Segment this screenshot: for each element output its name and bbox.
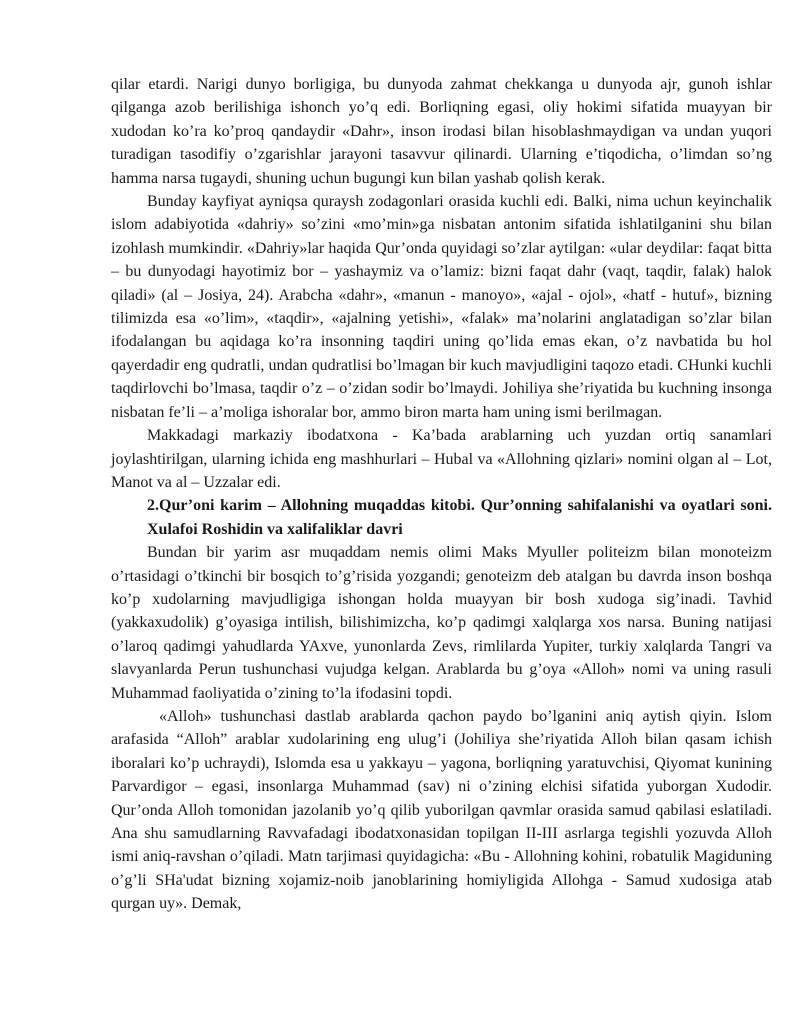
paragraph-dahriy: Bunday kayfiyat ayniqsa quraysh zodagonlari orasida kuchli edi. Balki, nima uchun keyinchalik islom adabiyotida «dahriy» so’zini «mo’min»ga nisbatan antonim sifatida ishlatilganini shu bilan izohlash mumkindir. «Dahriy»lar haqida Qur’onda quyidagi so’zlar aytilgan: «ular deydilar: faqat bitta – bu dunyodagi hayotimiz bor – yashaymiz va o’lamiz: bizni faqat dahr (vaqt, taqdir, falak) halok qiladi» (al – Josiya, 24). Arabcha «dahr», «manun - manoyo», «ajal - ojol», «hatf - hutuf», bizning tilimizda esa «o’lim», «taqdir», «ajalning yetishi», «falak» ma’nolarini anglatadigan so’zlar bilan ifodalangan bu aqidaga ko’ra insonning taqdiri uning qo’lida emas ekan, o’z navbatida bu hol qayerdadir eng qudratli, undan qudratlisi bo’lmagan bir kuch mavjudligini taqozo etadi. CHunki kuchli taqdirlovchi bo’lmasa, taqdir o’z – o’zidan sodir bo’lmaydi. Johiliya she’riyatida bu kuchning insonga nisbatan fe’li – a’moliga ishoralar bor, ammo biron marta ham uning ismi berilmagan. xyxy=(111,193,772,421)
paragraph-kaaba: Makkadagi markaziy ibodatxona - Ka’bada arablarning uch yuzdan ortiq sanamlari joylashtirilgan, ularning ichida eng mashhurlari – Hubal va «Allohning qizlari» nomini olgan al – Lot, Manot va al – Uzzalar edi. xyxy=(111,427,772,491)
paragraph-alloh: «Alloh» tushunchasi dastlab arablarda qachon paydo bo’lganini aniq aytish qiyin. Islom arafasida “Alloh” arablar xudolarining eng ulug’i (Johiliya she’riyatida Alloh bilan qasam ichish iboralari ko’p uchraydi), Islomda esa u yakkayu – yagona, borliqning yaratuvchisi, Qiyomat kunining Parvardigor – egasi, insonlarga Muhammad (sav) ni o’zining elchisi sifatida yuborgan Xudodir. Qur’onda Alloh tomonidan jazolanib yo’q qilib yuborilgan qavmlar orasida samud qabilasi eslatiladi. Ana shu samudlarning Ravvafadagi ibodatxonasidan topilgan II-III asrlarga tegishli yozuvda Alloh ismi aniq-ravshan o’qiladi. Matn tarjimasi quyidagicha: «Bu - Allohning kohini, robatulik Magiduning o’g’li SHa'udat bizning xojamiz-noib janoblarining homiyligida Allohga - Samud xudosiga atab qurgan uy». Demak, xyxy=(111,707,772,913)
paragraph-continuation: qilar etardi. Narigi dunyo borligiga, bu dunyoda zahmat chekkanga u dunyoda ajr, gunoh ishlar qilganga azob berilishiga ishonch yo’q edi. Borliqning egasi, oliy hokimi sifatida muayyan bir xudodan ko’ra ko’proq qandaydir «Dahr», inson irodasi bilan hisoblashmaydigan va undan yuqori turadigan tasodifiy o’zgarishlar jarayoni tasavvur qilinardi. Ularning e’tiqodicha, o’limdan so’ng hamma narsa tugaydi, shuning uchun bugungi kun bilan yashab qolish kerak. xyxy=(111,76,772,187)
paragraph-genoteism: Bundan bir yarim asr muqaddam nemis olimi Maks Myuller politeizm bilan monoteizm o’rtasidagi o’tkinchi bir bosqich to’g’risida yozgandi; genoteizm deb atalgan bu davrda inson boshqa ko’p xudolarning mavjudligiga ishongan holda muayyan bir bosh xudoga sig’inadi. Tavhid (yakkaxudolik) g’oyasiga intilish, bilishimizcha, ko’p qadimgi xalqlarga xos narsa. Buning natijasi o’laroq qadimgi yahudlarda YAxve, yunonlarda Zevs, rimlilarda Yupiter, turkiy xalqlarda Tangri va slavyanlarda Perun tushunchasi vujudga kelgan. Arablarda bu g’oya «Alloh» nomi va uning rasuli Muhammad faoliyatida o’zining to’la ifodasini topdi. xyxy=(111,544,772,702)
section-heading: 2.Qur’oni karim – Allohning muqaddas kitobi. Qur’onning sahifalanishi va oyatlari soni. Xulafoi Roshidin va xalifaliklar davri xyxy=(147,497,772,538)
document-page xyxy=(111,73,772,916)
